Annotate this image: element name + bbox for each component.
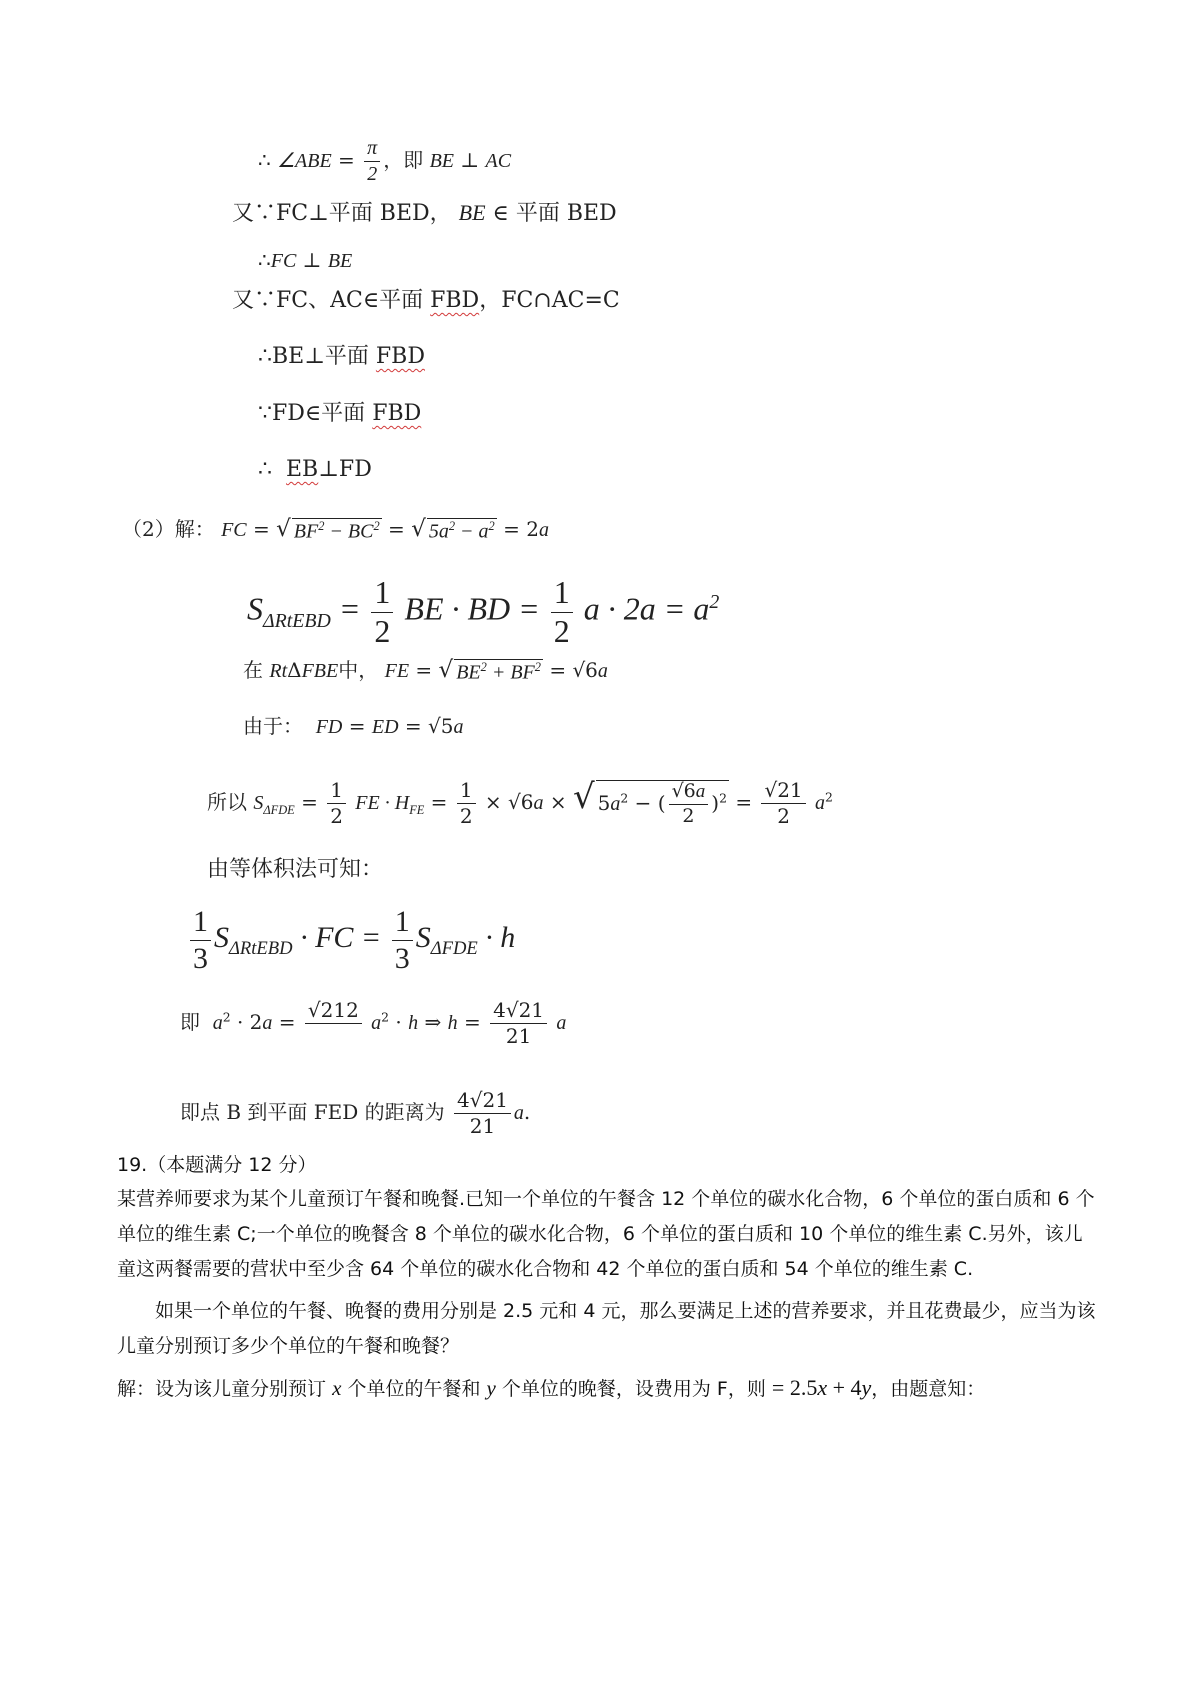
solution-fe-value: 在 RtΔFBE中， FE = √ $BE^2 + BF^2$ = √6a <box>243 657 608 684</box>
solution-area-fde: 所以 $S_{\Delta FDE}$ = $\frac{1}{2}$ FE · $H_{FE}$ = $\frac{1}{2}$ × √6a × √ $5a^2$ − ( $\frac{√6a}{2}$ )$^2$ = $\frac{√21}{2}$ $a^2$ <box>207 777 833 828</box>
proof-line-fc-ac-in-fbd: 又∵FC、AC∈平面 FBD，FC∩AC=C <box>232 288 620 313</box>
solution-h-value: 即 $a^2 \cdot 2a$ = √212 $a^2 \cdot h$ ⇒ h = $\frac{4√21}{21}$ a <box>180 998 567 1048</box>
problem-19-paragraph-2: 如果一个单位的午餐、晚餐的费用分别是 2.5 元和 4 元，那么要满足上述的营养要求，并且花费最少，应当为该儿童分别预订多少个单位的午餐和晚餐？ <box>117 1300 1096 1357</box>
solution-volume-equation: $\frac{1}{3}$ $S_{\Delta RtEBD}$ · FC = $\frac{1}{3}$ $S_{\Delta FDE} \cdot h$ <box>187 906 515 974</box>
proof-line-eb-perp-fd: ∴ EB⊥FD <box>258 457 372 482</box>
problem-19-heading: 19.（本题满分 12 分） <box>117 1154 317 1176</box>
fraction-pi-over-2: $\frac{\pi}{2}$ <box>364 138 380 185</box>
proof-line-fd-in-fbd: ∵FD∈平面 FBD <box>258 401 422 426</box>
problem-19-paragraph-1: 某营养师要求为某个儿童预订午餐和晚餐.已知一个单位的午餐含 12 个单位的碳水化合物，6 个单位的蛋白质和 6 个单位的维生素 C;一个单位的晚餐含 8 个单位的碳水化合物，6 个单位的蛋白质和 10 个单位的维生素 C.另外，该儿童这两餐需要的营状中至少含 64 个单位的碳水化合物和 42 个单位的蛋白质和 54 个单位的维生素 C. <box>117 1188 1095 1280</box>
problem-19-solution-start: 解：设为该儿童分别预订 x 个单位的午餐和 y 个单位的晚餐，设费用为 F，则 = 2.5x + 4y，由题意知： <box>117 1375 986 1400</box>
solution-fd-value: 由于： FD = ED = √5a <box>243 714 464 738</box>
solution-area-ebd: $S_{\Delta RtEBD}$ = $\frac{1}{2}$ BE · BD = $\frac{1}{2}$ $a \cdot 2a = a^2$ <box>247 574 720 649</box>
solution-final-distance: 即点 B 到平面 FED 的距离为 $\frac{4√21}{21}$ a. <box>180 1088 531 1138</box>
proof-line-fc-perp-be: ∴FC ⊥ BE <box>258 248 353 272</box>
proof-line-angle-abe: ∴ ∠ABE = $\frac{\pi}{2}$ ，即 BE ⊥ AC <box>258 137 512 185</box>
proof-line-fc-perp-bed: 又∵FC⊥平面 BED， BE ∈ 平面 BED <box>232 200 617 226</box>
solution-equal-volume-label: 由等体积法可知： <box>207 857 384 882</box>
proof-line-be-perp-fbd: ∴BE⊥平面 FBD <box>258 344 425 369</box>
solution-fc-value: （2）解： FC = √ $BF^2 - BC^2$ = √ $5a^2 - a^2$ = 2a <box>122 516 549 543</box>
